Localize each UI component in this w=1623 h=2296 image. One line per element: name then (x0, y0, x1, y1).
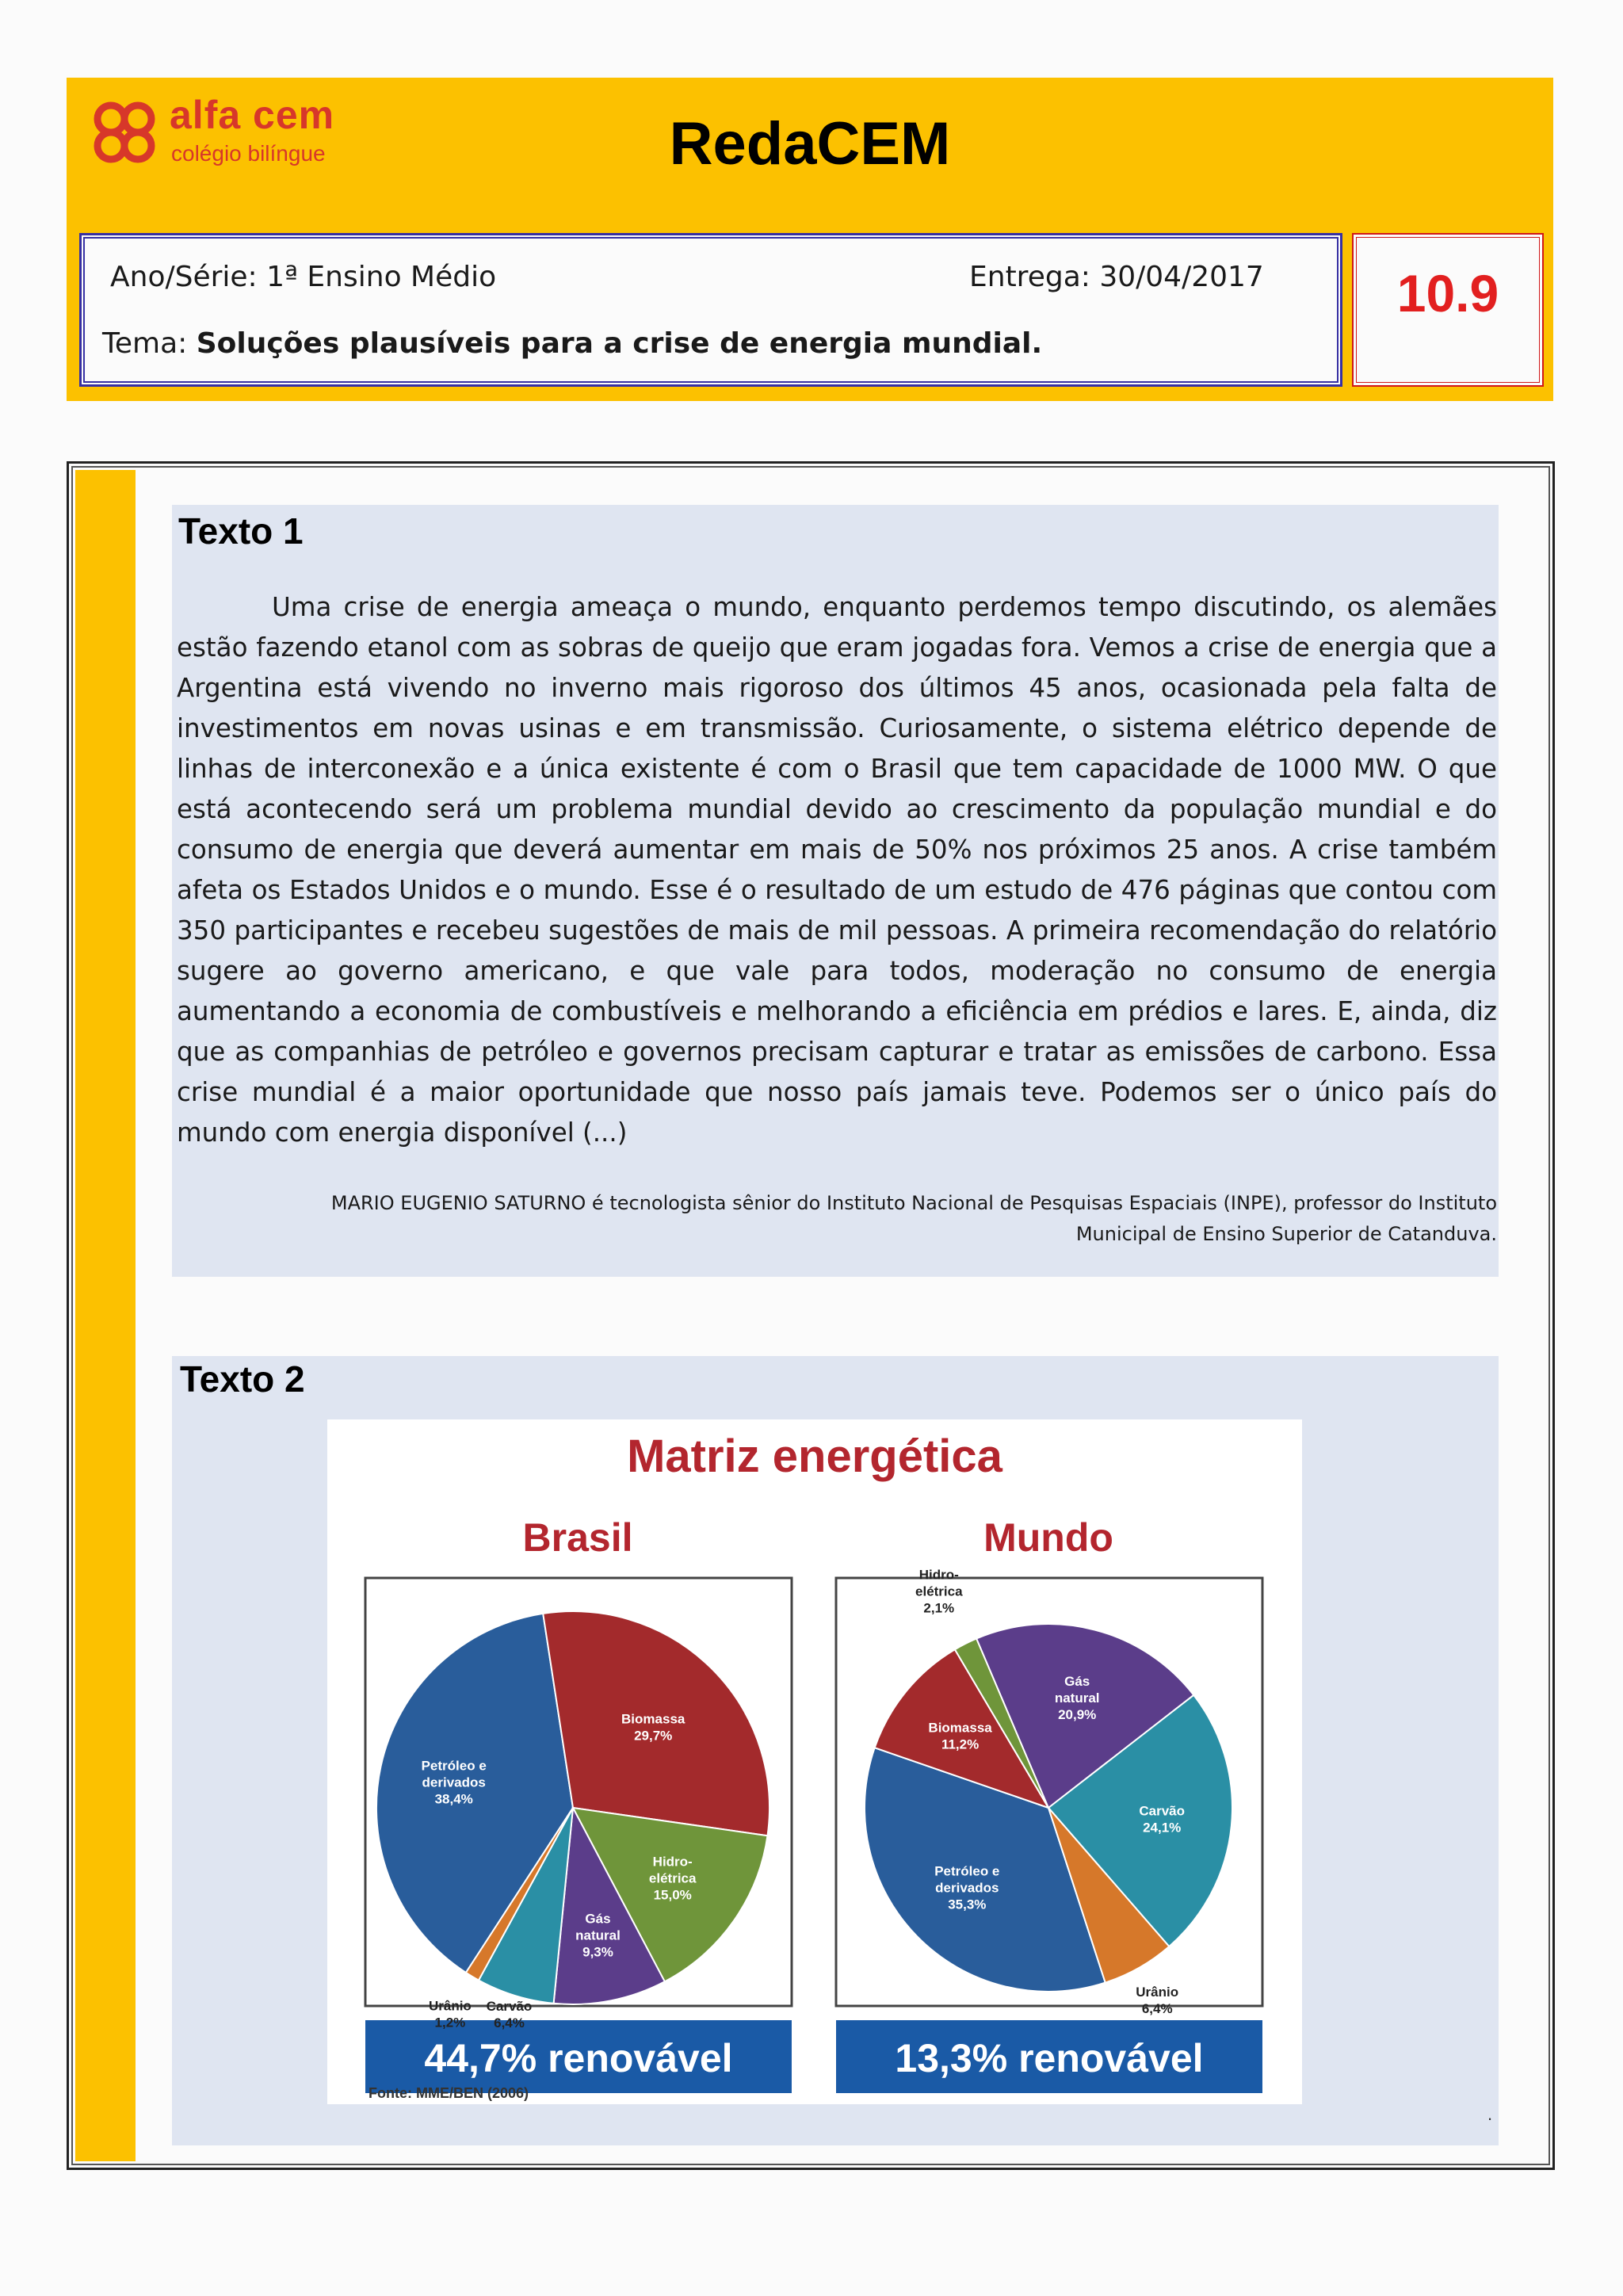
chart-subtitle-mundo: Mundo (983, 1515, 1113, 1560)
slice-label-mundo-petroleo: Petróleo e derivados 35,3% (934, 1863, 1000, 1912)
logo-name: alfa cem (170, 93, 335, 137)
page-header (67, 78, 1553, 401)
text1-panel (172, 505, 1499, 1277)
slice-label-brasil-gas: Gás natural 9,3% (575, 1911, 621, 1960)
slice-label-brasil-carvao: Carvão 6,4% (486, 1999, 533, 2031)
text2-panel (172, 1356, 1499, 2145)
text1-credit (177, 1188, 1497, 1250)
slice-label-brasil-petroleo: Petróleo e derivados 38,4% (421, 1758, 487, 1807)
renewable-label-mundo: 13,3% renovável (895, 2036, 1204, 2080)
credit-line-1: MARIO EUGENIO SATURNO é tecnologista sênior do Instituto Nacional de Pesquisas Espaciais (INPE), professor do Instituto (330, 1192, 1497, 1214)
due-date-label: Entrega: 30/04/2017 (969, 261, 1264, 293)
text1-title: Texto 1 (178, 510, 304, 552)
theme-line (102, 327, 1042, 360)
chart-source: Fonte: MME/BEN (2006) (369, 2085, 529, 2101)
text2-title: Texto 2 (180, 1358, 305, 1400)
content-frame (67, 461, 1555, 2170)
chart-title: Matriz energética (627, 1431, 1002, 1482)
assignment-info-box (79, 233, 1342, 387)
theme-prefix: Tema: (102, 327, 188, 360)
slice-label-mundo-gas: Gás natural 20,9% (1054, 1673, 1100, 1722)
chart-svg (327, 1419, 1302, 2104)
logo-subtitle: colégio bilíngue (171, 141, 326, 166)
slice-label-mundo-hidro: Hidro-elétrica 2,1% (915, 1567, 963, 1616)
slice-label-brasil-hidro: Hidro-elétrica 15,0% (648, 1854, 697, 1903)
chart-subtitle-brasil: Brasil (522, 1515, 633, 1560)
slice-label-mundo-biomassa: Biomassa 11,2% (928, 1720, 992, 1752)
year-label: Ano/Série: 1ª Ensino Médio (110, 261, 497, 293)
slice-label-mundo-uranio: Urânio 6,4% (1136, 1984, 1179, 2016)
text1-body: Uma crise de energia ameaça o mundo, enquanto perdemos tempo discutindo, os alemães estão fazendo etanol com as sobras de queijo que eram jogadas fora. Vemos a crise de energia que a Argentina está vivendo no inverno mais rigoroso dos últimos 45 anos, ocasionada pela falta de investimentos em novas usinas e em transmissão. Curiosamente, o sistema elétrico depende de linhas de interconexão e a única existente é com o Brasil que tem capacidade de 1000 MW. O que está acontecendo será um problema mundial devido ao crescimento da população mundial e do consumo de energia que deverá aumentar em mais de 50% nos próximos 25 anos. A crise também afeta os Estados Unidos e o mundo. Esse é o resultado de um estudo de 476 páginas que contou com 350 participantes e recebeu sugestões de mais de mil pessoas. A primeira recomendação do relatório sugere ao governo americano, e que vale para todos, moderação no consumo de energia aumentando a economia de combustíveis e melhorando a eficiência em prédios e lares. E, ainda, diz que as companhias de petróleo e governos precisam capturar e tratar as emissões de carbono. Essa crise mundial é a maior oportunidade que nosso país jamais teve. Podemos ser o único país do mundo com energia disponível (...) (177, 592, 1497, 1148)
slice-label-brasil-uranio: Urânio 1,2% (428, 1998, 472, 2030)
trailing-mark: . (1487, 2104, 1493, 2124)
grade-value: 10.9 (1396, 264, 1499, 323)
side-accent-strip (75, 470, 136, 2161)
energy-matrix-chart (327, 1419, 1302, 2104)
credit-line-2: Municipal de Ensino Superior de Catanduva. (1075, 1223, 1497, 1245)
grade-box (1352, 233, 1544, 387)
page-title: RedaCEM (669, 110, 951, 178)
renewable-label-brasil: 44,7% renovável (424, 2036, 733, 2080)
slice-label-brasil-biomassa: Biomassa 29,7% (621, 1711, 685, 1744)
slice-label-mundo-carvao: Carvão 24,1% (1139, 1803, 1186, 1836)
theme-text: Soluções plausíveis para a crise de energia mundial. (196, 327, 1043, 360)
